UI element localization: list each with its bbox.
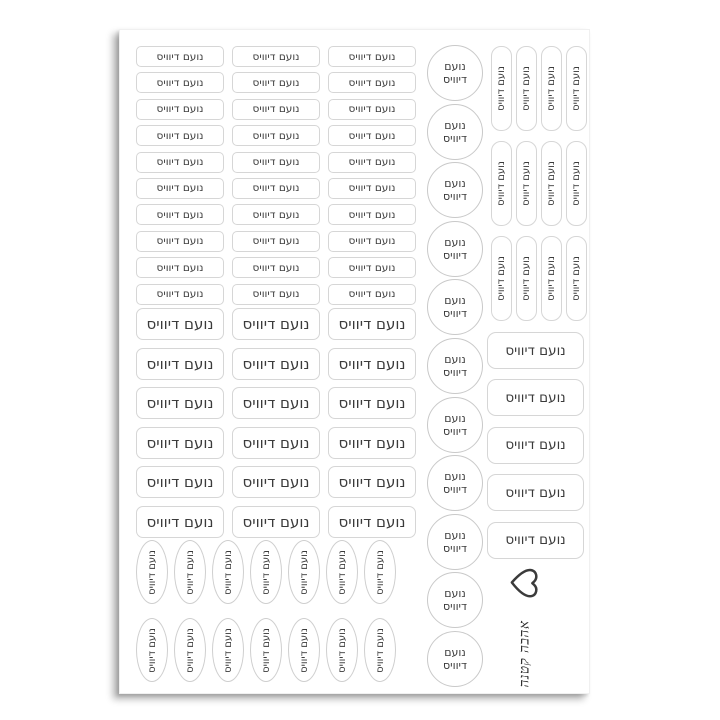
label-text: נועם [444,411,466,425]
label-text: נועם דיוויס [252,103,300,116]
label-text: נועם דיוויס [505,342,566,359]
sticker-circle [427,45,483,101]
label-text: נועם דיוויס [348,50,396,63]
label-text: נועם דיוויס [348,76,396,89]
label-text: נועם [444,294,466,308]
label-text: נועם דיוויס [252,50,300,63]
sticker-small-rect [232,231,320,252]
sticker-small-rect [232,46,320,67]
label-text: דיוויס [442,190,468,204]
label-text: נועם דיוויס [242,315,310,333]
sticker-wide-rect [487,332,584,369]
sticker-small-rect [328,125,416,146]
sticker-small-rect [328,99,416,120]
sticker-circle [427,279,483,335]
sticker-small-rect [136,204,224,225]
sticker-medium-rect [232,506,320,538]
label-text: נועם דיוויס [242,512,310,531]
sticker-oval [250,618,282,682]
label-text: נועם דיוויס [146,433,214,452]
sticker-medium-rect [328,348,416,380]
sticker-circle [427,104,483,160]
sticker-oval [250,540,282,604]
label-text: נועם דיוויס [505,484,566,501]
sticker-small-rect [232,178,320,199]
label-text: נועם דיוויס [146,354,214,373]
label-text: נועם דיוויס [146,473,214,492]
label-text: דיוויס [442,365,468,379]
label-text: נועם דיוויס [571,66,582,111]
label-text: נועם דיוויס [156,50,204,63]
label-text: נועם [444,645,466,659]
label-text: נועם דיוויס [571,161,582,206]
medium-rect-labels-grid [136,308,416,538]
brand-logo [505,558,547,608]
label-text: נועם דיוויס [252,208,300,221]
label-text: נועם דיוויס [252,182,300,195]
sticker-small-rect [136,231,224,252]
label-text: נועם דיוויס [156,261,204,274]
sticker-small-rect [232,284,320,305]
sticker-small-rect [328,204,416,225]
sticker-vertical-strip [541,236,562,321]
sticker-circle [427,162,483,218]
label-text: נועם דיוויס [156,129,204,142]
sticker-wide-rect [487,379,584,416]
label-text: נועם דיוויס [242,394,310,413]
label-text: נועם דיוויס [348,103,396,116]
sticker-small-rect [328,178,416,199]
sticker-oval [364,540,396,604]
sticker-small-rect [136,72,224,93]
sticker-medium-rect [136,387,224,419]
sticker-vertical-strip [566,46,587,131]
label-text: נועם דיוויס [252,156,300,169]
label-text: נועם דיוויס [521,256,532,301]
sticker-medium-rect [328,506,416,538]
label-text: נועם דיוויס [156,103,204,116]
label-text: נועם דיוויס [252,235,300,248]
heart-outline-icon [503,562,548,604]
label-text: נועם דיוויס [521,161,532,206]
label-text: נועם דיוויס [374,549,386,595]
sticker-small-rect [136,152,224,173]
sticker-vertical-strip [491,46,512,131]
label-text: דיוויס [442,600,468,614]
label-text: נועם [444,528,466,542]
sticker-small-rect [136,99,224,120]
label-text: נועם דיוויס [156,288,204,301]
label-text: נועם דיוויס [184,627,196,673]
sticker-small-rect [232,257,320,278]
sticker-circle [427,397,483,453]
sticker-small-rect [136,125,224,146]
label-text: דיוויס [442,658,468,672]
label-text: דיוויס [442,483,468,497]
label-text: נועם דיוויס [546,161,557,206]
label-text: נועם דיוויס [184,549,196,595]
label-text: נועם דיוויס [242,433,310,452]
wide-rect-labels-column [487,332,584,559]
label-text: נועם דיוויס [146,549,158,595]
sticker-small-rect [136,46,224,67]
label-text: נועם דיוויס [505,437,566,454]
sticker-wide-rect [487,522,584,559]
label-text: נועם דיוויס [336,549,348,595]
label-text: נועם דיוויס [298,549,310,595]
label-text: נועם דיוויס [252,261,300,274]
sticker-circle [427,514,483,570]
label-text: נועם דיוויס [348,288,396,301]
label-text: נועם דיוויס [348,208,396,221]
sticker-small-rect [136,284,224,305]
vertical-strip-labels-grid [491,46,587,321]
sticker-small-rect [136,178,224,199]
label-text: נועם דיוויס [336,627,348,673]
oval-labels-grid [136,540,396,682]
sticker-small-rect [328,257,416,278]
sticker-small-rect [328,152,416,173]
sticker-vertical-strip [541,141,562,226]
sticker-small-rect [232,204,320,225]
sticker-small-rect [232,125,320,146]
label-text: נועם דיוויס [156,76,204,89]
label-text: נועם דיוויס [156,235,204,248]
sticker-medium-rect [136,308,224,340]
label-text: נועם דיוויס [521,66,532,111]
label-text: נועם דיוויס [571,256,582,301]
label-text: נועם דיוויס [496,161,507,206]
label-text: נועם דיוויס [260,627,272,673]
sticker-small-rect [328,46,416,67]
sticker-oval [174,540,206,604]
sticker-circle [427,572,483,628]
sticker-oval [326,540,358,604]
label-text: נועם דיוויס [252,288,300,301]
label-text: נועם דיוויס [338,354,406,373]
label-text: נועם דיוויס [505,532,566,549]
label-text: נועם דיוויס [156,182,204,195]
sticker-oval [288,540,320,604]
sticker-medium-rect [232,348,320,380]
sticker-circle [427,338,483,394]
label-text: נועם דיוויס [156,156,204,169]
sticker-vertical-strip [566,236,587,321]
label-text: נועם דיוויס [546,256,557,301]
label-text: דיוויס [442,307,468,321]
sticker-vertical-strip [516,141,537,226]
label-text: נועם דיוויס [505,389,566,406]
label-text: נועם דיוויס [348,156,396,169]
label-text: נועם דיוויס [338,433,406,452]
label-text: נועם [444,352,466,366]
sticker-vertical-strip [516,46,537,131]
sticker-vertical-strip [541,46,562,131]
label-text: דיוויס [442,131,468,145]
label-text: נועם [444,587,466,601]
sticker-medium-rect [328,308,416,340]
label-text: נועם [444,60,466,73]
sticker-wide-rect [487,474,584,511]
label-text: נועם דיוויס [298,627,310,673]
sticker-medium-rect [136,506,224,538]
label-text: נועם דיוויס [338,512,406,531]
sticker-vertical-strip [491,141,512,226]
sticker-medium-rect [136,466,224,498]
sticker-oval [136,540,168,604]
sticker-medium-rect [328,466,416,498]
sticker-wide-rect [487,427,584,464]
label-text: נועם דיוויס [338,473,406,492]
sticker-circle [427,221,483,277]
label-text: נועם דיוויס [338,315,406,333]
sticker-medium-rect [232,427,320,459]
brand-name [501,612,547,696]
sticker-small-rect [232,72,320,93]
sticker-medium-rect [328,427,416,459]
circle-labels-column [427,45,483,687]
sticker-vertical-strip [491,236,512,321]
label-text: נועם דיוויס [146,512,214,531]
label-text: נועם דיוויס [242,473,310,492]
sticker-oval [212,540,244,604]
label-text: נועם [444,470,466,484]
sticker-small-rect [328,72,416,93]
sticker-oval [174,618,206,682]
label-text: נועם דיוויס [348,129,396,142]
label-text: נועם דיוויס [374,627,386,673]
sticker-oval [326,618,358,682]
label-text: נועם [444,118,466,132]
label-text: דיוויס [442,73,468,86]
label-text: נועם דיוויס [252,76,300,89]
label-text: נועם דיוויס [348,235,396,248]
label-text: דיוויס [442,424,468,438]
sticker-circle [427,455,483,511]
label-text: נועם דיוויס [222,627,234,673]
sticker-medium-rect [328,387,416,419]
label-text: נועם דיוויס [252,129,300,142]
sticker-small-rect [232,99,320,120]
sticker-oval [136,618,168,682]
small-rect-labels-grid [136,46,416,305]
sticker-oval [364,618,396,682]
sticker-sheet [119,29,590,694]
label-text: נועם [444,177,466,191]
label-text: נועם דיוויס [348,182,396,195]
sticker-medium-rect [136,348,224,380]
sticker-medium-rect [232,308,320,340]
label-text: דיוויס [442,248,468,262]
sticker-medium-rect [136,427,224,459]
sticker-circle [427,631,483,687]
label-text: נועם דיוויס [242,354,310,373]
label-text: נועם דיוויס [348,261,396,274]
sticker-small-rect [328,231,416,252]
label-text: נועם דיוויס [496,256,507,301]
label-text: נועם דיוויס [546,66,557,111]
label-text: נועם דיוויס [156,208,204,221]
label-text: דיוויס [442,541,468,555]
label-text: נועם דיוויס [146,627,158,673]
sticker-small-rect [232,152,320,173]
label-text: נועם דיוויס [338,394,406,413]
sticker-medium-rect [232,387,320,419]
label-text: נועם דיוויס [260,549,272,595]
label-text: נועם דיוויס [222,549,234,595]
brand-name-text: אהבה קטנה [516,620,532,688]
sticker-oval [288,618,320,682]
label-text: נועם [444,235,466,249]
sticker-small-rect [136,257,224,278]
sticker-vertical-strip [566,141,587,226]
sticker-medium-rect [232,466,320,498]
label-text: נועם דיוויס [496,66,507,111]
sticker-vertical-strip [516,236,537,321]
label-text: נועם דיוויס [146,394,214,413]
sticker-oval [212,618,244,682]
label-text: נועם דיוויס [146,315,214,333]
sticker-small-rect [328,284,416,305]
